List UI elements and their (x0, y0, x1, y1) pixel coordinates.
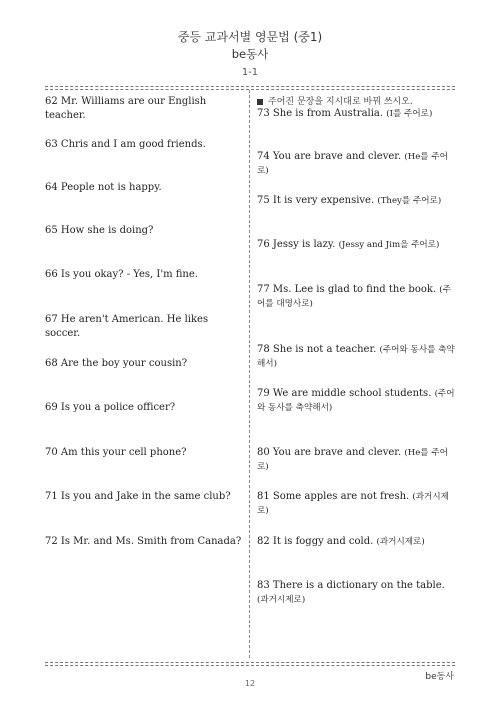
page-subtitle: be동사 (231, 47, 269, 61)
instructions (257, 94, 413, 107)
question-78 (257, 343, 457, 371)
question-number: 65 (45, 225, 58, 236)
section-label: 1-1 (241, 67, 259, 78)
question-number: 80 (257, 447, 270, 458)
question-79 (257, 387, 457, 415)
question-80 (257, 446, 457, 474)
question-76 (257, 238, 457, 252)
question-81 (257, 490, 457, 518)
page-title: 중등 교과서별 영문법 (중1) (177, 30, 323, 44)
question-number: 62 (45, 96, 58, 107)
question-text: Is you okay? - Yes, I'm fine. (60, 269, 198, 280)
question-number: 77 (257, 284, 270, 295)
question-text: People not is happy. (60, 182, 162, 193)
question-hint: (과거시제로) (257, 595, 306, 605)
question-number: 81 (257, 491, 270, 502)
top-divider-inner (45, 89, 455, 90)
question-hint: (주어와 동사를 축약해서) (257, 389, 455, 413)
question-number: 68 (45, 358, 58, 369)
question-number: 75 (257, 195, 270, 206)
question-text: He aren't American. He likes soccer. (45, 314, 209, 339)
question-77 (257, 283, 457, 311)
question-71 (45, 490, 245, 504)
question-text: You are brave and clever. (272, 151, 402, 162)
top-divider (45, 86, 455, 87)
question-text: We are middle school students. (272, 388, 432, 399)
question-text: You are brave and clever. (272, 447, 402, 458)
question-64 (45, 181, 245, 195)
question-number: 64 (45, 182, 58, 193)
bullet-icon (257, 99, 263, 105)
question-68 (45, 357, 245, 371)
question-number: 76 (257, 239, 270, 250)
question-text: Are the boy your cousin? (60, 358, 188, 369)
question-hint: (과거시제로) (376, 537, 425, 547)
question-number: 74 (257, 151, 270, 162)
question-65 (45, 224, 245, 238)
question-82 (257, 535, 457, 549)
question-number: 72 (45, 536, 58, 547)
question-63 (45, 138, 245, 152)
question-number: 71 (45, 491, 58, 502)
question-66 (45, 268, 245, 282)
question-75 (257, 194, 457, 208)
bottom-divider-inner (45, 665, 455, 666)
question-text: Mr. Williams are our English teacher. (45, 96, 207, 121)
question-hint: (He를 주어로) (257, 448, 448, 472)
question-74 (257, 150, 457, 178)
question-number: 73 (257, 108, 270, 119)
question-text: She is from Australia. (272, 108, 384, 119)
question-hint: (I를 주어로) (386, 109, 433, 119)
question-text: Am this your cell phone? (60, 447, 187, 458)
question-text: It is very expensive. (272, 195, 375, 206)
question-text: How she is doing? (60, 225, 154, 236)
question-hint: (He를 주어로) (257, 152, 448, 176)
column-divider (249, 90, 250, 658)
question-number: 67 (45, 314, 58, 325)
question-text: Is you and Jake in the same club? (60, 491, 231, 502)
question-text: Is you a police officer? (60, 402, 176, 413)
question-number: 69 (45, 402, 58, 413)
question-hint: (Jessy and Jim을 주어로) (338, 240, 440, 250)
question-text: Is Mr. and Ms. Smith from Canada? (60, 536, 242, 547)
question-72 (45, 535, 245, 549)
page-number: 12 (244, 679, 256, 688)
question-70 (45, 446, 245, 460)
question-text: It is foggy and cold. (272, 536, 374, 547)
question-number: 82 (257, 536, 270, 547)
question-62 (45, 95, 245, 123)
question-text: There is a dictionary on the table. (272, 580, 445, 591)
question-hint: (주어와 동사를 축약해서) (257, 345, 455, 369)
question-text: Some apples are not fresh. (272, 491, 410, 502)
question-number: 83 (257, 580, 270, 591)
question-73 (257, 107, 457, 121)
bottom-divider (45, 662, 455, 663)
question-number: 70 (45, 447, 58, 458)
question-hint: (주어를 대명사로) (257, 285, 451, 309)
question-number: 79 (257, 388, 270, 399)
question-text: She is not a teacher. (272, 344, 377, 355)
question-67 (45, 313, 245, 341)
question-number: 78 (257, 344, 270, 355)
question-text: Jessy is lazy. (272, 239, 336, 250)
question-text: Chris and I am good friends. (60, 139, 206, 150)
question-number: 66 (45, 269, 58, 280)
question-83 (257, 579, 457, 607)
question-text: Ms. Lee is glad to find the book. (272, 284, 437, 295)
question-number: 63 (45, 139, 58, 150)
question-hint: (They를 주어로) (377, 196, 442, 206)
question-69 (45, 401, 245, 415)
instructions-text: 주어진 문장을 지시대로 바꿔 쓰시오. (268, 97, 413, 107)
footer-tag: be동사 (425, 672, 454, 682)
question-hint: (과거시제로) (257, 492, 449, 516)
